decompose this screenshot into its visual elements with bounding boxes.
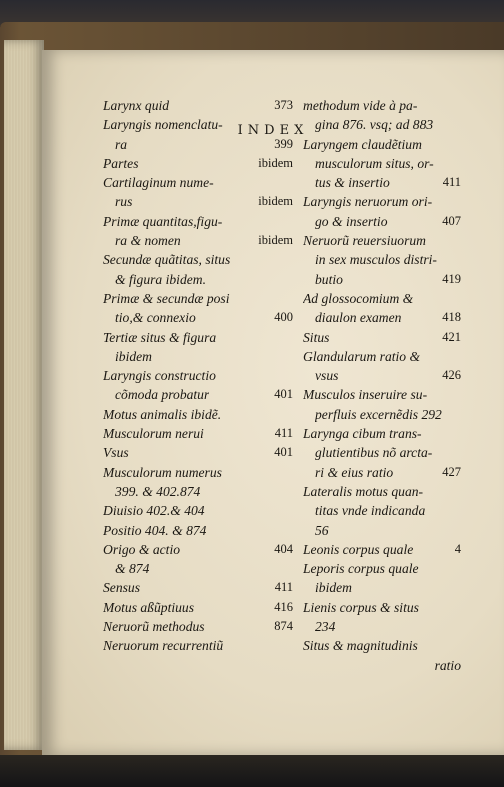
index-entry-page: 373 [274,98,293,112]
index-entry-text: Laryngem claudẽtium [303,136,422,152]
index-entry [303,250,461,269]
index-entry-text: 234 [315,619,336,635]
index-entry [303,521,461,540]
index-entry [303,192,461,211]
page-edges [4,40,44,750]
index-entry-text: tus & insertio [315,175,390,191]
index-entry-text: Positio 404. & 874 [103,522,207,538]
index-entry [303,482,461,501]
index-entry-text: Secundæ quãtitas, situs [103,252,231,268]
index-entry [103,540,293,559]
index-entry-text: cõmoda probatur [115,387,210,403]
index-entry-page: 401 [274,445,293,460]
index-entry-page: 416 [274,599,293,614]
index-entry [303,96,461,115]
index-entry [303,540,461,559]
index-entry [103,231,293,250]
index-entry [303,656,461,675]
index-entry-text: Lateralis motus quan- [303,483,424,499]
index-entry-text: Situs & magnitudinis [303,638,418,654]
index-entry-page: ibidem [258,194,293,209]
index-entry-text: Lienis corpus & situs [303,599,419,615]
index-entry [303,385,461,404]
index-entry [303,598,461,617]
page-header: INDEX [237,123,309,138]
index-entry [303,212,461,231]
index-entry [303,617,461,636]
index-entry-text: Primæ quantitas,figu- [103,213,223,229]
index-entry-page: 427 [442,464,461,479]
index-entry [103,501,293,520]
index-entry [103,598,293,617]
index-entry [303,115,461,134]
index-entry-text: Leporis corpus quale [303,561,419,577]
index-entry [103,115,293,134]
index-entry-text: go & insertio [315,213,388,229]
index-entry-page: 418 [442,310,461,325]
index-entry [303,636,461,655]
index-entry-text: Musculorum nerui [103,426,204,442]
index-entry-text: Larynx quid [103,98,170,113]
index-entry-page: 411 [274,426,293,441]
index-entry [103,289,293,308]
index-entry-text: & figura ibidem. [115,271,207,287]
index-entry [103,135,293,154]
index-entry-text: ra [115,136,128,152]
index-entry-text: 56 [315,522,329,538]
index-entry-text: Musculos inseruire su- [303,387,428,403]
index-entry-page: 399 [274,136,293,151]
index-column-left [103,96,293,656]
index-entry [303,328,461,347]
index-entry-text: Laryngis neruorum ori- [303,194,433,210]
index-entry-text: 399. & 402.874 [115,483,201,499]
index-entry-text: Glandularum ratio & [303,348,421,364]
index-entry [303,405,461,424]
index-entry [103,308,293,327]
index-entry [303,308,461,327]
index-entry-text: musculorum situs, or- [315,155,434,171]
index-entry [103,521,293,540]
index-entry [103,366,293,385]
index-entry-text: Larynga cibum trans- [303,426,422,442]
index-entry [103,636,293,655]
index-entry [303,154,461,173]
index-entry [303,463,461,482]
index-entry-text: ri & eius ratio [315,464,394,480]
index-entry-text: Sensus [103,580,141,596]
index-entry-text: ibidem [115,348,152,364]
index-entry-text: ibidem [315,580,352,596]
index-entry [103,96,293,115]
index-entry-text: Motus animalis ibidẽ. [103,406,222,422]
index-entry-text: Diuisio 402.& 404 [103,503,205,519]
index-entry-text: tio,& connexio [115,310,196,326]
index-entry [103,443,293,462]
background-bottom [0,755,504,787]
index-entry-text: gina 876. vsq; ad 883 [315,117,434,133]
index-entry-text: ratio [434,657,461,673]
index-entry [103,559,293,578]
index-entry-page: 407 [442,213,461,228]
index-entry [103,192,293,211]
index-entry [103,617,293,636]
index-entry-page: 400 [274,310,293,325]
index-entry-page: 421 [442,329,461,344]
index-entry-text: Situs [303,329,330,345]
index-entry-text: Vsus [103,445,129,461]
index-entry [103,173,293,192]
index-entry-text: diaulon examen [315,310,402,326]
index-entry [303,270,461,289]
index-entry [303,443,461,462]
index-entry [303,173,461,192]
index-entry [103,328,293,347]
index-entry-page: 404 [274,541,293,556]
index-entry [103,405,293,424]
index-entry-page: ibidem [258,233,293,248]
index-entry [103,154,293,173]
index-entry [303,347,461,366]
index-entry-text: rus [115,194,133,210]
index-entry [303,366,461,385]
index-entry [103,270,293,289]
index-entry [103,212,293,231]
index-entry-text: vsus [315,368,339,384]
index-entry-text: Neruorũ reuersiuorum [303,233,426,249]
index-entry [303,231,461,250]
index-entry [303,424,461,443]
index-entry-text: butio [315,271,343,287]
index-entry-page: 411 [442,175,461,190]
index-entry [103,482,293,501]
index-entry-text: in sex musculos distri- [315,252,437,268]
index-entry-text: Laryngis nomenclatu- [103,117,223,133]
index-entry-text: Neruorũ methodus [103,619,205,635]
index-entry [303,501,461,520]
index-entry [103,463,293,482]
index-entry-text: titas vnde indicanda [315,503,426,519]
index-entry-page: 401 [274,387,293,402]
index-entry-text: Primæ & secundæ posi [103,290,230,306]
index-entry-text: Origo & actio [103,541,181,557]
index-entry-text: Ad glossocomium & [303,290,414,306]
index-entry [303,135,461,154]
index-entry-text: ra & nomen [115,233,181,249]
index-entry-text: Musculorum numerus [103,464,222,480]
index-entry-text: glutientibus nõ arcta- [315,445,433,461]
index-entry [103,347,293,366]
index-entry [103,250,293,269]
index-entry-text: & 874 [115,561,150,577]
index-entry-page: 426 [442,368,461,383]
index-entry [103,424,293,443]
index-entry [303,578,461,597]
index-entry-text: Leonis corpus quale [303,541,414,557]
index-column-right [303,96,461,675]
index-entry [103,578,293,597]
index-entry-text: methodum vide à pa- [303,98,418,113]
index-entry-text: Cartilaginum nume- [103,175,214,191]
index-entry-page: 874 [274,619,293,634]
index-entry-text: perfluis excernẽdis 292 [315,406,442,422]
index-entry-page: ibidem [258,155,293,170]
index-entry-text: Partes [103,155,139,171]
index-entry [303,559,461,578]
index-entry-text: Tertiæ situs & figura [103,329,217,345]
index-entry [103,385,293,404]
index-entry-page: 419 [442,271,461,286]
index-entry-page: 4 [454,541,461,556]
index-entry-page: 411 [274,580,293,595]
index-entry-text: Neruorum recurrentiũ [103,638,224,654]
index-entry-text: Motus aßũptiuus [103,599,195,615]
index-entry-text: Laryngis constructio [103,368,216,384]
index-entry [303,289,461,308]
